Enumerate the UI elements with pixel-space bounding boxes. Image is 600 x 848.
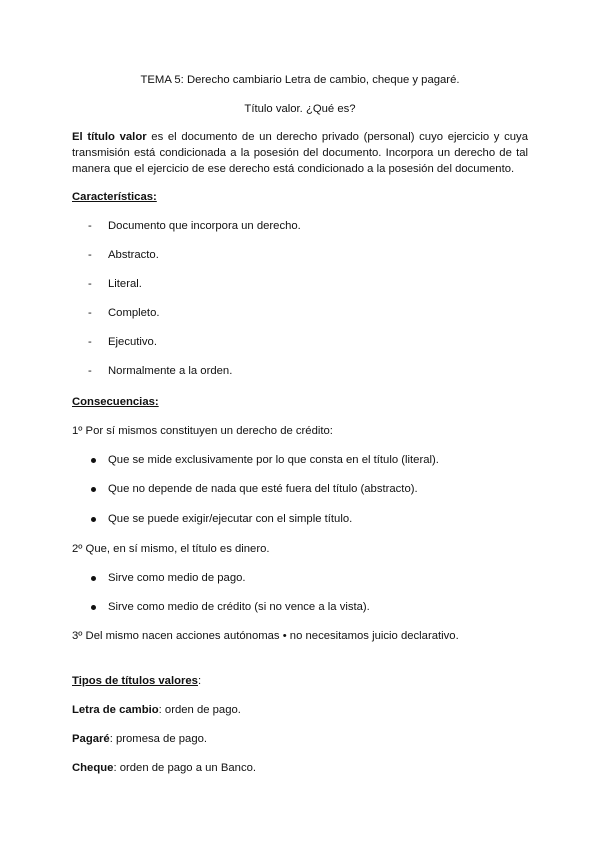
tipo-item — [72, 702, 241, 718]
list-item-text: Abstracto. — [108, 249, 159, 261]
list-item-text: Ejecutivo. — [108, 336, 157, 348]
list-item-text: Documento que incorpora un derecho. — [108, 220, 301, 232]
dash-marker: - — [88, 220, 92, 232]
definition-paragraph — [72, 129, 528, 177]
list-item-text: Completo. — [108, 307, 160, 319]
tipos-heading: Tipos de títulos valores — [72, 675, 198, 687]
bullet-icon — [91, 576, 96, 581]
consecuencia-3: 3º Del mismo nacen acciones autónomas • no necesitamos juicio declarativo. — [72, 630, 459, 642]
tipos-heading-suffix: : — [197, 675, 202, 687]
dash-marker: - — [88, 307, 92, 319]
document-topic: TEMA 5: Derecho cambiario Letra de cambio, cheque y pagaré. — [140, 74, 460, 86]
tipo-desc: : orden de pago. — [158, 704, 241, 716]
list-item-text: Literal. — [108, 278, 142, 290]
consecuencia-2: 2º Que, en sí mismo, el título es dinero. — [72, 543, 270, 555]
bullet-icon — [91, 605, 96, 610]
definition-line-1 — [72, 129, 528, 145]
list-item-text: Que no depende de nada que esté fuera del título (abstracto). — [108, 483, 418, 495]
tipo-term: Cheque — [72, 762, 114, 774]
list-item-text: Sirve como medio de crédito (si no vence a la vista). — [108, 601, 370, 613]
list-item-text: Que se puede exigir/ejecutar con el simple título. — [108, 513, 353, 525]
tipo-item — [72, 731, 207, 747]
definition-line-2: transmisión está condicionada a la posesión del documento. Incorpora un derecho de tal — [72, 147, 528, 159]
caracteristicas-heading: Características: — [72, 191, 157, 203]
tipo-item — [72, 760, 256, 776]
bullet-icon — [91, 458, 96, 463]
definition-line-1-text: es el documento de un derecho privado (personal) cuyo ejercicio y cuya — [146, 131, 528, 143]
list-item-text: Que se mide exclusivamente por lo que consta en el título (literal). — [108, 454, 439, 466]
tipo-term: Letra de cambio — [72, 704, 159, 716]
list-item-text: Normalmente a la orden. — [108, 365, 233, 377]
tipo-desc: : orden de pago a un Banco. — [113, 762, 257, 774]
consecuencias-heading: Consecuencias: — [72, 396, 159, 408]
tipo-desc: : promesa de pago. — [109, 733, 208, 745]
tipo-term: Pagaré — [72, 733, 110, 745]
tipos-heading-line — [72, 673, 201, 689]
dash-marker: - — [88, 365, 92, 377]
bullet-icon — [91, 517, 96, 522]
bullet-icon — [91, 487, 96, 492]
dash-marker: - — [88, 278, 92, 290]
definition-line-3: manera que el ejercicio de ese derecho está condicionado a la posesión del documento. — [72, 163, 515, 175]
document-subtitle: Título valor. ¿Qué es? — [244, 103, 356, 115]
consecuencia-1: 1º Por sí mismos constituyen un derecho de crédito: — [72, 425, 333, 437]
definition-term: El título valor — [72, 131, 147, 143]
list-item-text: Sirve como medio de pago. — [108, 572, 246, 584]
dash-marker: - — [88, 249, 92, 261]
dash-marker: - — [88, 336, 92, 348]
